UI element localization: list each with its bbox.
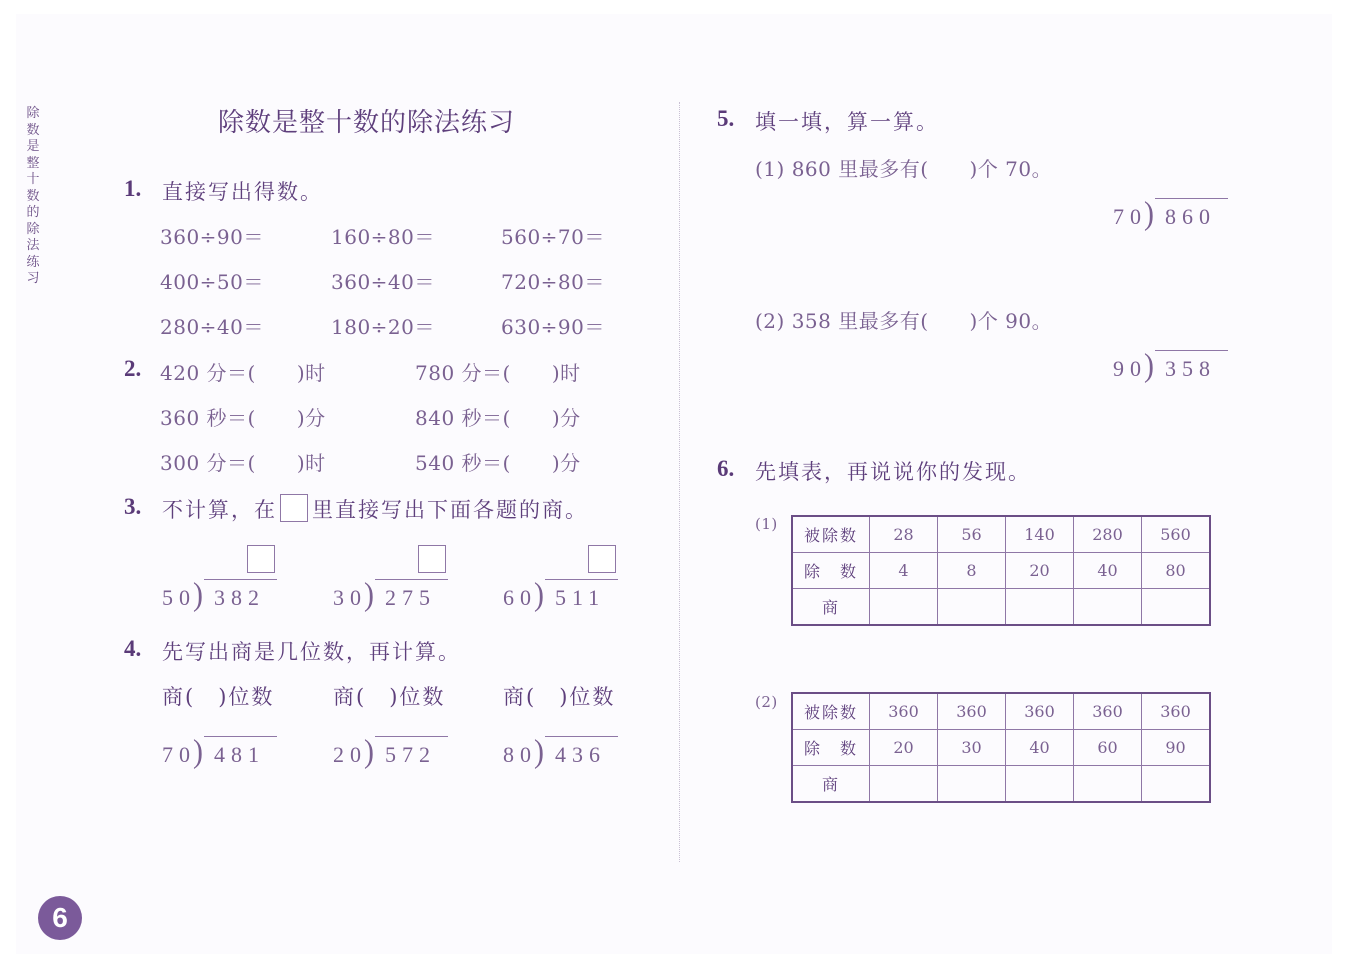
dividend-row: [792, 693, 1210, 730]
division-bracket: ): [193, 733, 203, 770]
divisor: 20: [333, 742, 367, 767]
table-cell: 60: [1074, 730, 1142, 766]
division-bar: [204, 579, 277, 580]
q1-expr: 160÷80＝: [331, 225, 435, 249]
dividend: 572: [385, 742, 436, 767]
q3-number: 3.: [124, 494, 142, 519]
division-bracket: ): [534, 733, 544, 770]
divisor: 80: [503, 742, 537, 767]
table-2-label: (2): [755, 693, 778, 711]
division-bracket: ): [364, 576, 374, 613]
q1-number: 1.: [124, 176, 142, 201]
division-bracket: ): [1144, 195, 1154, 232]
quotient-answer-box[interactable]: [588, 545, 616, 573]
q2-number: 2.: [124, 356, 142, 381]
table-cell: 20: [870, 730, 938, 766]
division-bar: [545, 579, 618, 580]
answer-box-sample: [280, 494, 308, 522]
table-cell: 4: [870, 553, 938, 589]
table-cell: 56: [938, 516, 1006, 553]
table-cell: 360: [1006, 693, 1074, 730]
q2-conversion: 780 分＝( )时: [415, 361, 581, 385]
quotient-answer-cell[interactable]: [938, 589, 1006, 626]
divisor: 30: [333, 585, 367, 610]
q1-expr: 560÷70＝: [501, 225, 605, 249]
quotient-answer-cell[interactable]: [1142, 766, 1211, 803]
dividend-row: [792, 516, 1210, 553]
q4-digit-prompt: 商( )位数: [503, 685, 616, 709]
quotient-answer-cell[interactable]: [1074, 766, 1142, 803]
q4-number: 4.: [124, 636, 142, 661]
quotient-answer-cell[interactable]: [870, 766, 938, 803]
dividend: 358: [1165, 356, 1216, 381]
table-cell: 280: [1074, 516, 1142, 553]
q2-conversion: 360 秒＝( )分: [160, 406, 326, 430]
table-cell: 360: [1142, 693, 1211, 730]
dividend: 511: [555, 585, 606, 610]
table-cell: 20: [1006, 553, 1074, 589]
q5-part-1: (1) 860 里最多有( )个 70。: [755, 157, 1053, 181]
divisor-row: [792, 730, 1210, 766]
q2-conversion: 420 分＝( )时: [160, 361, 326, 385]
quotient-answer-cell[interactable]: [1142, 589, 1211, 626]
table-1-label: (1): [755, 515, 778, 533]
quotient-answer-box[interactable]: [418, 545, 446, 573]
table-cell: 80: [1142, 553, 1211, 589]
table-cell: 8: [938, 553, 1006, 589]
row-header: 除 数: [792, 553, 870, 589]
page-title: 除数是整十数的除法练习: [218, 108, 516, 138]
row-header: 被除数: [792, 693, 870, 730]
division-bracket: ): [364, 733, 374, 770]
dividend: 382: [214, 585, 265, 610]
division-bar: [375, 579, 448, 580]
row-header: 被除数: [792, 516, 870, 553]
table-cell: 140: [1006, 516, 1074, 553]
row-header: 除 数: [792, 730, 870, 766]
division-table-2: [791, 692, 1211, 803]
division-bracket: ): [193, 576, 203, 613]
q1-instruction: 直接写出得数。: [162, 180, 323, 204]
divisor: 70: [162, 742, 196, 767]
q5-instruction: 填一填，算一算。: [755, 110, 939, 134]
q1-expr: 630÷90＝: [501, 315, 605, 339]
table-cell: 560: [1142, 516, 1211, 553]
divisor: 90: [1113, 356, 1147, 381]
table-cell: 360: [1074, 693, 1142, 730]
q1-expr: 180÷20＝: [331, 315, 435, 339]
q3-instruction-end: 里直接写出下面各题的商。: [312, 498, 588, 522]
row-header: 商: [792, 766, 870, 803]
q2-conversion: 540 秒＝( )分: [415, 451, 581, 475]
division-bar: [1155, 198, 1228, 199]
quotient-answer-cell[interactable]: [870, 589, 938, 626]
table-cell: 28: [870, 516, 938, 553]
division-bar: [375, 736, 448, 737]
table-cell: 30: [938, 730, 1006, 766]
divisor: 60: [503, 585, 537, 610]
quotient-answer-box[interactable]: [247, 545, 275, 573]
division-bracket: ): [534, 576, 544, 613]
page-number-badge: 6: [38, 896, 82, 940]
q4-instruction: 先写出商是几位数，再计算。: [162, 640, 461, 664]
q2-conversion: 840 秒＝( )分: [415, 406, 581, 430]
page-fold-divider: [679, 102, 686, 862]
q4-digit-prompt: 商( )位数: [333, 685, 446, 709]
dividend: 481: [214, 742, 265, 767]
divisor: 50: [162, 585, 196, 610]
table-cell: 40: [1074, 553, 1142, 589]
division-table-1: [791, 515, 1211, 626]
quotient-answer-cell[interactable]: [1006, 766, 1074, 803]
division-bracket: ): [1144, 347, 1154, 384]
quotient-answer-cell[interactable]: [938, 766, 1006, 803]
table-cell: 40: [1006, 730, 1074, 766]
q6-instruction: 先填表，再说说你的发现。: [755, 460, 1031, 484]
division-bar: [1155, 350, 1228, 351]
quotient-answer-cell[interactable]: [1074, 589, 1142, 626]
row-header: 商: [792, 589, 870, 626]
table-cell: 360: [870, 693, 938, 730]
table-cell: 360: [938, 693, 1006, 730]
dividend: 436: [555, 742, 606, 767]
dividend: 860: [1165, 204, 1216, 229]
division-bar: [545, 736, 618, 737]
workbook-page: [16, 14, 1332, 954]
q1-expr: 360÷90＝: [160, 225, 264, 249]
q1-expr: 280÷40＝: [160, 315, 264, 339]
division-bar: [204, 736, 277, 737]
q6-number: 6.: [717, 456, 735, 481]
side-chapter-label: 除数是整十数的除法练习: [26, 106, 40, 286]
quotient-row: [792, 766, 1210, 803]
dividend: 275: [385, 585, 436, 610]
divisor-row: [792, 553, 1210, 589]
quotient-row: [792, 589, 1210, 626]
quotient-answer-cell[interactable]: [1006, 589, 1074, 626]
table-cell: 90: [1142, 730, 1211, 766]
q1-expr: 360÷40＝: [331, 270, 435, 294]
q4-digit-prompt: 商( )位数: [162, 685, 275, 709]
q5-number: 5.: [717, 106, 735, 131]
q1-expr: 400÷50＝: [160, 270, 264, 294]
q3-instruction-start: 不计算，在: [162, 498, 277, 522]
divisor: 70: [1113, 204, 1147, 229]
q2-conversion: 300 分＝( )时: [160, 451, 326, 475]
q1-expr: 720÷80＝: [501, 270, 605, 294]
q5-part-2: (2) 358 里最多有( )个 90。: [755, 309, 1053, 333]
